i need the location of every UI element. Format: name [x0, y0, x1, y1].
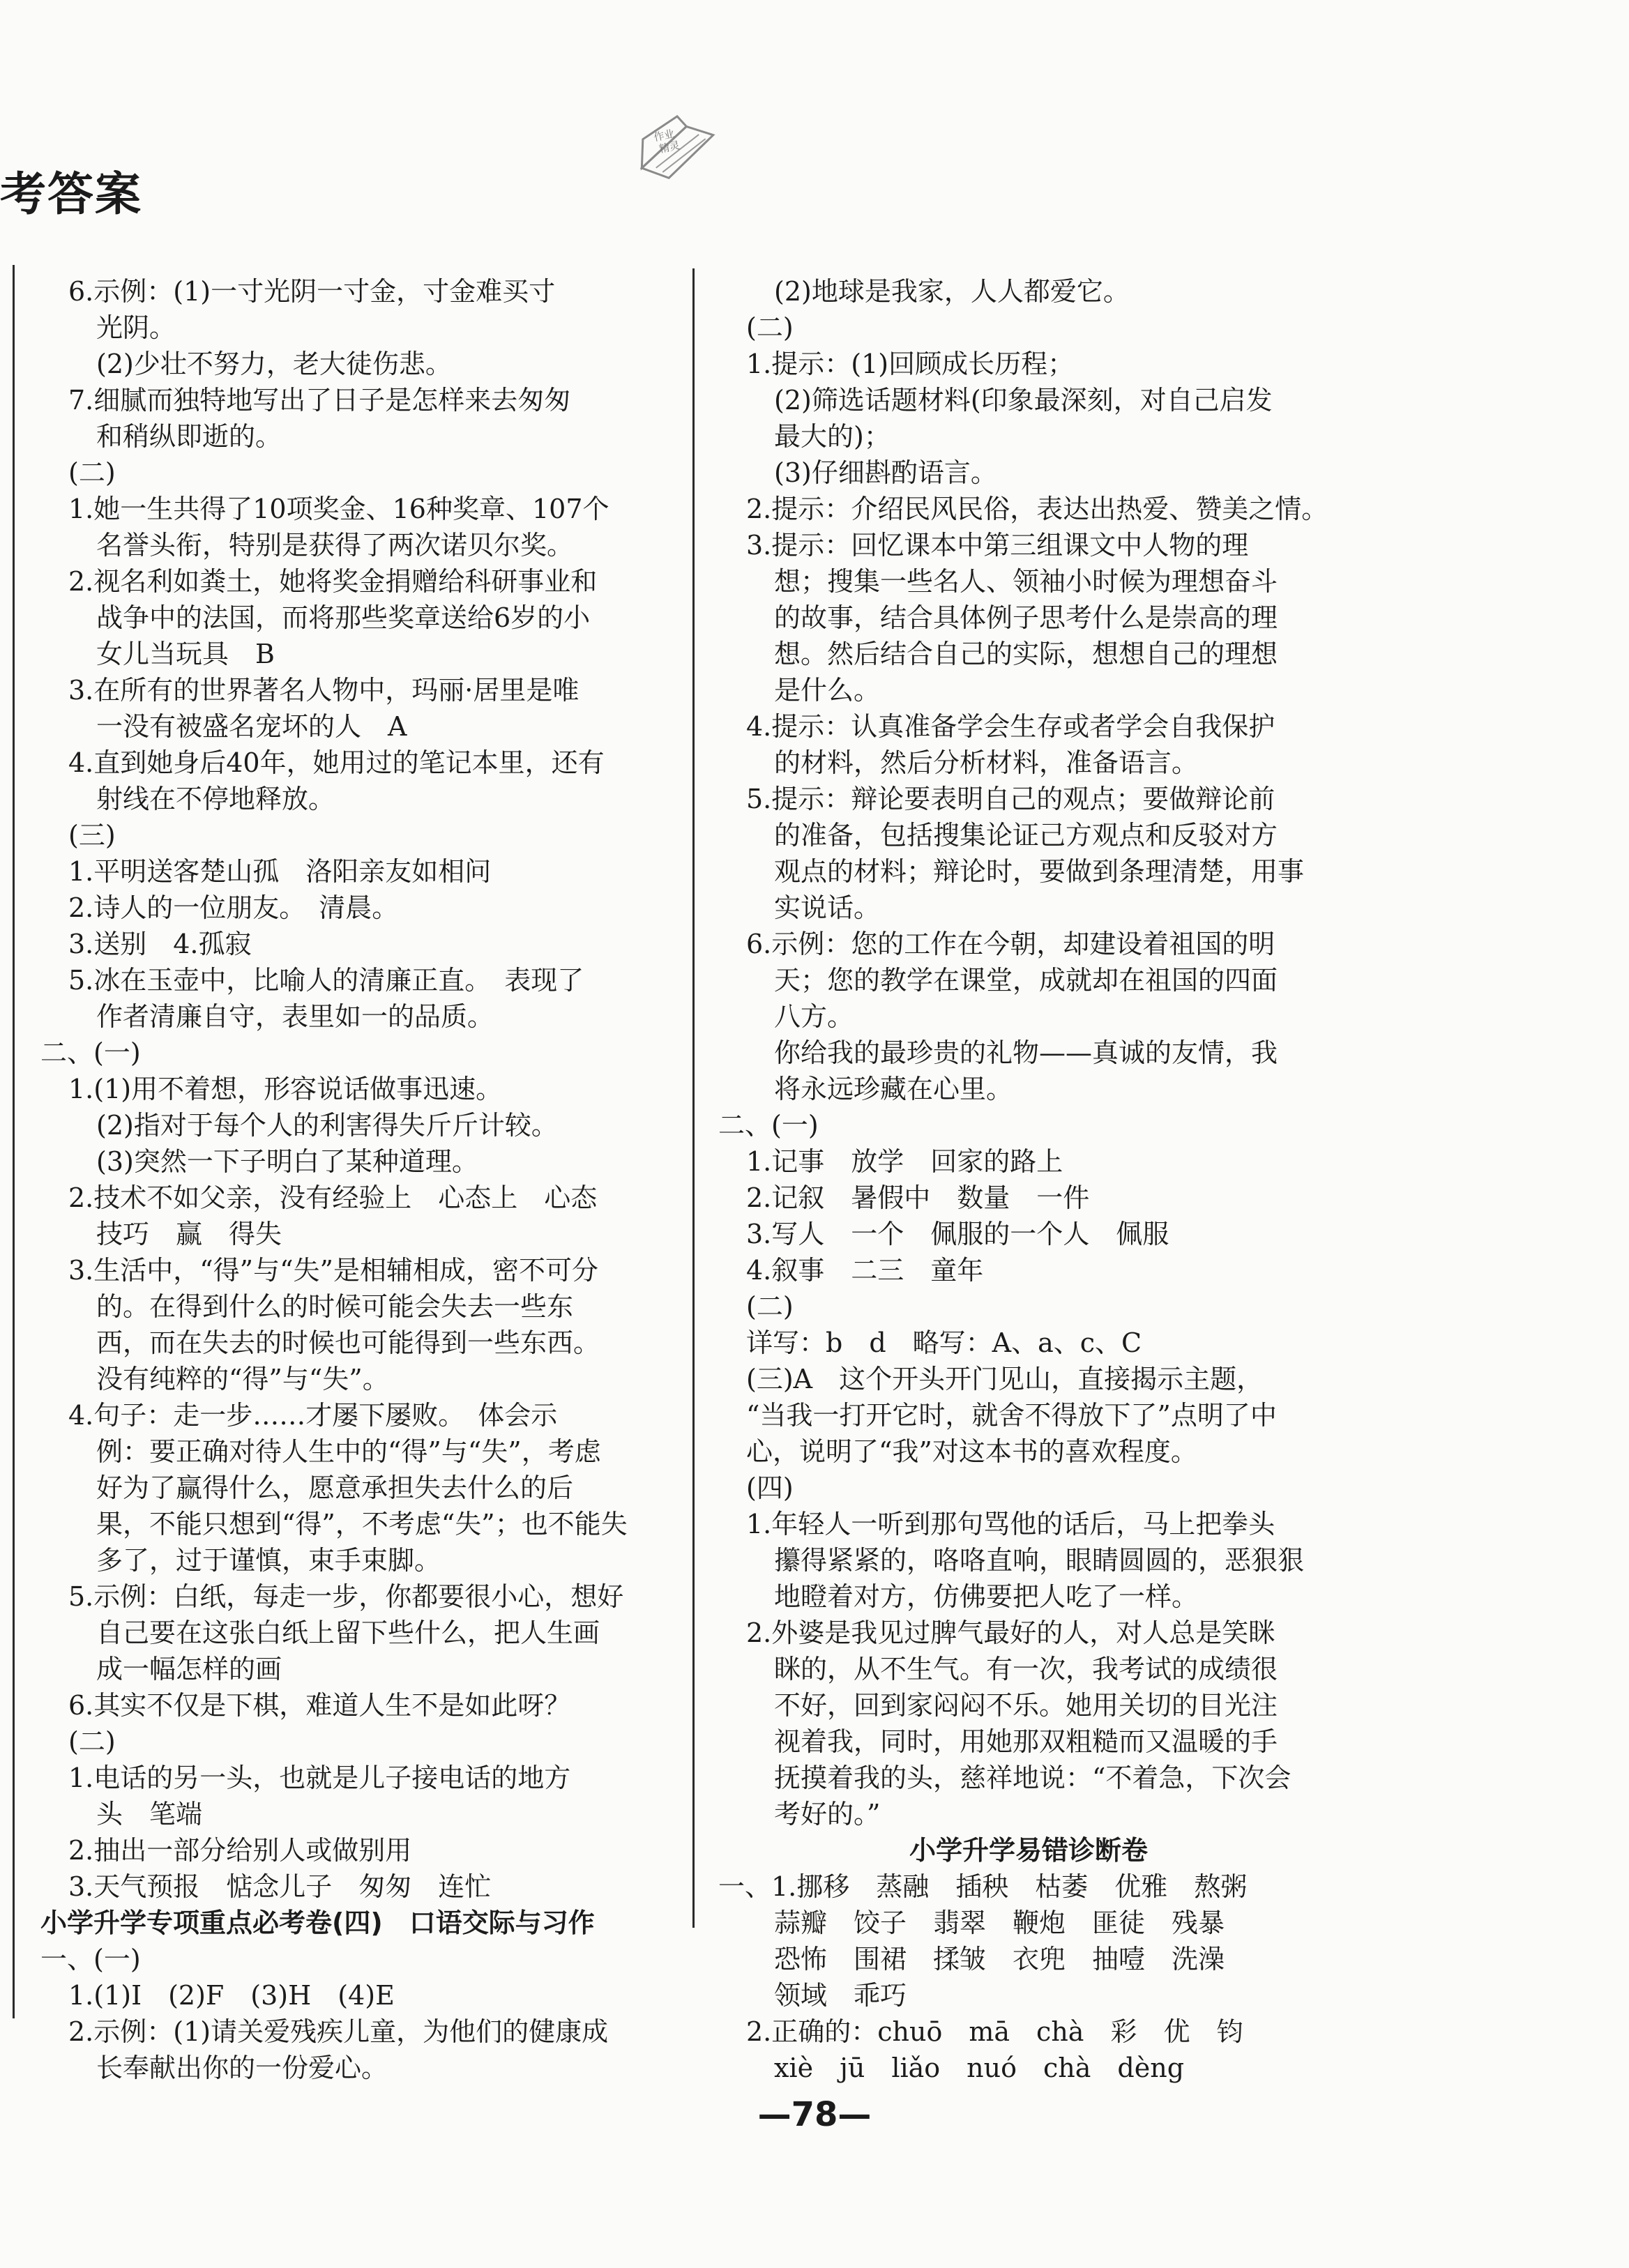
answer-line: 作者清廉自守，表里如一的品质。 [96, 1001, 494, 1032]
answer-line: (二) [68, 457, 116, 488]
answer-line: 射线在不停地释放。 [96, 784, 335, 814]
answer-line: 想；搜集一些名人、领袖小时候为理想奋斗 [774, 566, 1278, 597]
answer-line: (2)筛选话题材料(印象最深刻，对自己启发 [774, 385, 1273, 416]
answer-line: 3.在所有的世界著名人物中，玛丽·居里是唯 [68, 675, 579, 706]
answer-line: 4.提示：认真准备学会生存或者学会自我保护 [746, 711, 1275, 742]
answer-line: 战争中的法国，而将那些奖章送给6岁的小 [96, 602, 591, 633]
answer-line: 考好的。” [774, 1799, 881, 1829]
answer-line: 6.示例：您的工作在今朝，却建设着祖国的明 [746, 929, 1275, 959]
answer-line: 5.提示：辩论要表明自己的观点；要做辩论前 [746, 784, 1275, 814]
answer-line: 3.天气预报 惦念儿子 匆匆 连忙 [68, 1871, 492, 1902]
answer-line: 1.她一生共得了10项奖金、16种奖章、107个 [68, 494, 609, 524]
answer-line: (三) [68, 820, 116, 851]
answer-line: 的材料，然后分析材料，准备语言。 [774, 747, 1199, 778]
page-number: —78— [757, 2095, 872, 2134]
answer-line: 实说话。 [774, 892, 881, 923]
stamp-logo [625, 103, 728, 190]
answer-line: 3.送别 4.孤寂 [68, 929, 252, 959]
answer-line: 4.叙事 二三 童年 [746, 1255, 984, 1286]
answer-line: 2.正确的：chuō mā chà 彩 优 钧 [746, 2016, 1243, 2047]
answer-line: 观点的材料；辩论时，要做到条理清楚，用事 [774, 856, 1305, 887]
answer-line: 果，不能只想到“得”，不考虑“失”；也不能失 [96, 1509, 628, 1539]
answer-line: 女儿当玩具 B [96, 639, 275, 669]
answer-line: 成一幅怎样的画 [96, 1654, 282, 1684]
answer-line: 技巧 赢 得失 [96, 1219, 282, 1249]
answer-line: (四) [746, 1472, 794, 1503]
answer-line: “当我一打开它时，就舍不得放下了”点明了中 [746, 1400, 1277, 1431]
answer-line: 6.其实不仅是下棋，难道人生不是如此呀？ [68, 1690, 571, 1721]
answer-line: 视着我，同时，用她那双粗糙而又温暖的手 [774, 1726, 1278, 1757]
answer-line: 的准备，包括搜集论证己方观点和反驳对方 [774, 820, 1278, 851]
answer-line: 2.抽出一部分给别人或做别用 [68, 1835, 412, 1866]
answer-line: 二、(一) [718, 1110, 819, 1141]
answer-line: (二) [746, 312, 794, 343]
answer-line: 眯的，从不生气。有一次，我考试的成绩很 [774, 1654, 1278, 1684]
answer-line: 是什么。 [774, 675, 881, 706]
answer-line: 心，说明了“我”对这本书的喜欢程度。 [746, 1436, 1197, 1467]
left-margin-rule [13, 265, 15, 2018]
answer-line: 4.句子：走一步……才屡下屡败。 体会示 [68, 1400, 558, 1431]
answer-line: 2.视名利如粪土，她将奖金捐赠给科研事业和 [68, 566, 598, 597]
answer-line: 蒜瓣 饺子 翡翠 鞭炮 匪徒 残暴 [774, 1908, 1225, 1938]
answer-line: 一没有被盛名宠坏的人 A [96, 711, 407, 742]
left-answer-column [40, 273, 668, 2086]
answer-line: (二) [68, 1726, 116, 1757]
answer-line: 1.电话的另一头，也就是儿子接电话的地方 [68, 1763, 571, 1793]
answer-line: 1.(1)用不着想，形容说话做事迅速。 [68, 1074, 503, 1104]
answer-line: 二、(一) [40, 1037, 141, 1068]
answer-line: 和稍纵即逝的。 [96, 421, 282, 452]
page-title: 考答案 [0, 167, 142, 221]
answer-line: 4.直到她身后40年，她用过的笔记本里，还有 [68, 747, 605, 778]
answer-line: 恐怖 围裙 揉皱 衣兜 抽噎 洗澡 [774, 1944, 1225, 1974]
answer-line: 抚摸着我的头，慈祥地说：“不着急，下次会 [774, 1763, 1291, 1793]
right-answer-column [718, 273, 1339, 2086]
answer-line: 长奉献出你的一份爱心。 [96, 2053, 388, 2083]
answer-line: 好为了赢得什么，愿意承担失去什么的后 [96, 1472, 574, 1503]
stamp-text-1: 作业 [652, 127, 676, 144]
answer-line: (2)少壮不努力，老大徒伤悲。 [96, 349, 452, 379]
answer-line: 光阴。 [96, 312, 176, 343]
answer-line: 3.写人 一个 佩服的一个人 佩服 [746, 1219, 1169, 1249]
answer-line: (3)仔细斟酌语言。 [774, 457, 997, 488]
answer-line: 小学升学易错诊断卷 [909, 1835, 1148, 1866]
answer-line: (三)A 这个开头开门见山，直接揭示主题， [746, 1364, 1264, 1394]
answer-line: 自己要在这张白纸上留下些什么，把人生画 [96, 1618, 600, 1648]
answer-line: 头 笔端 [96, 1799, 203, 1829]
answer-line: (3)突然一下子明白了某种道理。 [96, 1146, 478, 1177]
answer-line: 5.冰在玉壶中，比喻人的清廉正直。 表现了 [68, 965, 584, 996]
answer-line: 最大的)； [774, 421, 891, 452]
answer-line: 你给我的最珍贵的礼物——真诚的友情，我 [774, 1037, 1278, 1068]
answer-line: 例：要正确对待人生中的“得”与“失”，考虑 [96, 1436, 601, 1467]
answer-line: 1.记事 放学 回家的路上 [746, 1146, 1063, 1177]
column-divider [692, 268, 695, 1928]
answer-line: 的故事，结合具体例子思考什么是崇高的理 [774, 602, 1278, 633]
answer-line: 地瞪着对方，仿佛要把人吃了一样。 [774, 1581, 1199, 1612]
answer-line: 攥得紧紧的，咯咯直响，眼睛圆圆的，恶狠狠 [774, 1545, 1305, 1576]
answer-line: 一、(一) [40, 1944, 141, 1974]
answer-line: 2.诗人的一位朋友。 清晨。 [68, 892, 399, 923]
answer-line: 3.提示：回忆课本中第三组课文中人物的理 [746, 530, 1249, 561]
answer-line: 2.外婆是我见过脾气最好的人，对人总是笑眯 [746, 1618, 1275, 1648]
answer-line: 没有纯粹的“得”与“失”。 [96, 1364, 389, 1394]
answer-line: 3.生活中，“得”与“失”是相辅相成，密不可分 [68, 1255, 598, 1286]
answer-line: 西，而在失去的时候也可能得到一些东西。 [96, 1327, 600, 1358]
answer-line: xiè jū liǎo nuó chà dèng [774, 2053, 1185, 2083]
answer-line: (二) [746, 1291, 794, 1322]
answer-line: 一、1.挪移 蒸融 插秧 枯萎 优雅 熬粥 [718, 1871, 1248, 1902]
answer-line: 1.年轻人一听到那句骂他的话后，马上把拳头 [746, 1509, 1275, 1539]
answer-line: 1.平明送客楚山孤 洛阳亲友如相问 [68, 856, 492, 887]
answer-line: 2.示例：(1)请关爱残疾儿童，为他们的健康成 [68, 2016, 609, 2047]
answer-line: 的。在得到什么的时候可能会失去一些东 [96, 1291, 574, 1322]
answer-line: 2.技术不如父亲，没有经验上 心态上 心态 [68, 1182, 598, 1213]
answer-line: 不好，回到家闷闷不乐。她用关切的目光注 [774, 1690, 1278, 1721]
answer-line: 详写：b d 略写：A、a、c、C [746, 1327, 1142, 1358]
answer-line: 多了，过于谨慎，束手束脚。 [96, 1545, 441, 1576]
answer-line: 名誉头衔，特别是获得了两次诺贝尔奖。 [96, 530, 574, 561]
answer-line: 5.示例：白纸，每走一步，你都要很小心，想好 [68, 1581, 624, 1612]
answer-line: 1.(1)I (2)F (3)H (4)E [68, 1980, 395, 2011]
answer-line: 八方。 [774, 1001, 854, 1032]
answer-line: 2.记叙 暑假中 数量 一件 [746, 1182, 1090, 1213]
answer-line: 小学升学专项重点必考卷(四) 口语交际与习作 [40, 1908, 595, 1938]
answer-line: 领域 乖巧 [774, 1980, 907, 2011]
answer-line: 6.示例：(1)一寸光阴一寸金，寸金难买寸 [68, 276, 556, 307]
answer-line: 天；您的教学在课堂，成就却在祖国的四面 [774, 965, 1278, 996]
answer-line: 1.提示：(1)回顾成长历程； [746, 349, 1075, 379]
answer-line: (2)指对于每个人的利害得失斤斤计较。 [96, 1110, 558, 1141]
answer-line: 7.细腻而独特地写出了日子是怎样来去匆匆 [68, 385, 571, 416]
answer-line: 想。然后结合自己的实际，想想自己的理想 [774, 639, 1278, 669]
answer-line: (2)地球是我家，人人都爱它。 [774, 276, 1130, 307]
answer-line: 2.提示：介绍民风民俗，表达出热爱、赞美之情。 [746, 494, 1328, 524]
stamp-text-2: 精灵 [658, 139, 681, 156]
answer-line: 将永远珍藏在心里。 [774, 1074, 1013, 1104]
